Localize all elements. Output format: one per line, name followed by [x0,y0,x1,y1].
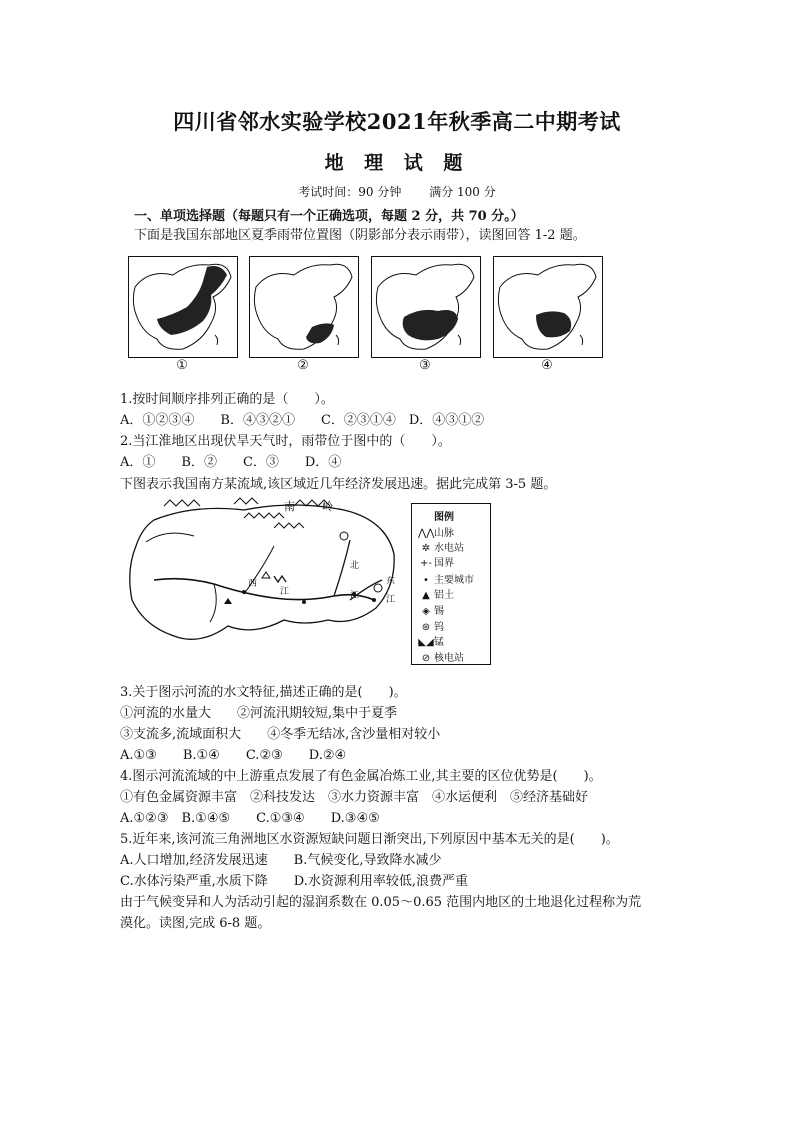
legend-item [418,602,444,617]
intro-6-8-line-2: 漠化。读图,完成 6-8 题。 [120,916,271,931]
legend-label: 锰 [434,637,444,648]
q4-statements: ①有色金属资源丰富 ②科技发达 ③水力资源丰富 ④水运便利 ⑤经济基础好 [120,790,589,805]
full-score: 满分 100 分 [429,185,496,199]
rain-map-3 [371,256,481,358]
map-label-jiang-3: 江 [386,595,396,605]
q4-stem: 4.图示河流流域的中上游重点发展了有色金属冶炼工业,其主要的区位优势是( )。 [120,769,602,784]
page-subtitle: 地 理 试 题 [324,152,470,174]
rain-map-label-3: ③ [419,358,431,373]
q3-options: A.①③ B.①④ C.②③ D.②④ [120,748,347,763]
map-label-ling: 岭 [322,500,333,513]
map-label-bei: 北 [350,561,360,571]
rain-map-1 [128,256,238,358]
rain-map-label-4: ④ [541,358,553,373]
legend-item [418,618,444,633]
legend-item [418,539,464,554]
map-legend [411,503,491,665]
tin-icon: ◈ [422,606,430,617]
rain-map-2 [249,256,359,358]
legend-label: 国界 [434,558,454,569]
legend-label: 山脉 [434,528,454,539]
legend-item [418,524,454,539]
legend-item [418,586,454,601]
legend-item [418,633,444,648]
intro-1-2: 下面是我国东部地区夏季雨带位置图（阴影部分表示雨带），读图回答 1-2 题。 [134,228,586,243]
intro-6-8-line-1: 由于气候变异和人为活动引起的湿润系数在 0.05～0.65 范围内地区的土地退化过程称为荒 [120,895,642,910]
q2-options: A．① B．② C．③ D．④ [120,455,342,470]
legend-label: 铝土 [434,590,454,601]
rain-map-4 [493,256,603,358]
bauxite-icon: ▲ [422,590,430,601]
intro-3-5: 下图表示我国南方某流域,该区域近几年经济发展迅速。据此完成第 3-5 题。 [120,477,557,492]
q5-options-cd: C.水体污染严重,水质下降 D.水资源利用率较低,浪费严重 [120,874,468,889]
map-label-jiang-1: 江 [280,587,290,597]
legend-item [418,554,454,569]
legend-label: 核电站 [434,653,464,664]
page-title: 四川省邻水实验学校2021年秋季高二中期考试 [173,109,621,134]
map-label-dong: 东 [386,577,396,587]
border-icon: +- [420,558,432,569]
map-label-xi: 西 [248,579,258,589]
q3-statements-1: ①河流的水量大 ②河流汛期较短,集中于夏季 [120,706,398,721]
legend-title: 图例 [434,512,454,523]
q3-stem: 3.关于图示河流的水文特征,描述正确的是( )。 [120,685,407,700]
q1-options: A．①②③④ B．④③②① C．②③①④ D．④③①② [120,413,485,428]
legend-item [418,571,474,586]
legend-label: 主要城市 [434,575,474,586]
basin-map [124,496,404,666]
q5-stem: 5.近年来,该河流三角洲地区水资源短缺问题日渐突出,下列原因中基本无关的是( )。 [120,832,619,847]
q4-options: A.①②③ B.①④⑤ C.①③④ D.③④⑤ [120,811,380,826]
q1-stem: 1.按时间顺序排列正确的是（ ）。 [120,392,334,407]
q3-statements-2: ③支流多,流域面积大 ④冬季无结冰,含沙量相对较小 [120,727,441,742]
q5-options-ab: A.人口增加,经济发展迅速 B.气候变化,导致降水减少 [120,853,442,868]
mountain-icon: ⋀⋀ [418,528,435,539]
exam-info [0,183,794,200]
manganese-icon: ◣◢ [418,637,434,648]
tungsten-icon: ⊛ [421,622,431,633]
rain-map-label-1: ① [176,358,188,373]
q2-stem: 2.当江淮地区出现伏旱天气时，雨带位于图中的（ ）。 [120,434,451,449]
city-icon: • [423,575,429,586]
map-label-jiang-2: 江 [350,591,360,601]
hydropower-icon: ✲ [421,543,431,554]
legend-label: 钨 [434,622,444,633]
section-heading: 一、单项选择题（每题只有一个正确选项，每题 2 分，共 70 分。） [134,209,524,224]
legend-item [418,649,464,664]
legend-label: 锡 [434,606,444,617]
map-label-nan: 南 [284,500,295,513]
exam-time: 考试时间：90 分钟 [298,185,402,199]
rain-map-label-2: ② [297,358,309,373]
legend-label: 水电站 [434,543,464,554]
nuclear-icon: ⊘ [421,653,431,664]
